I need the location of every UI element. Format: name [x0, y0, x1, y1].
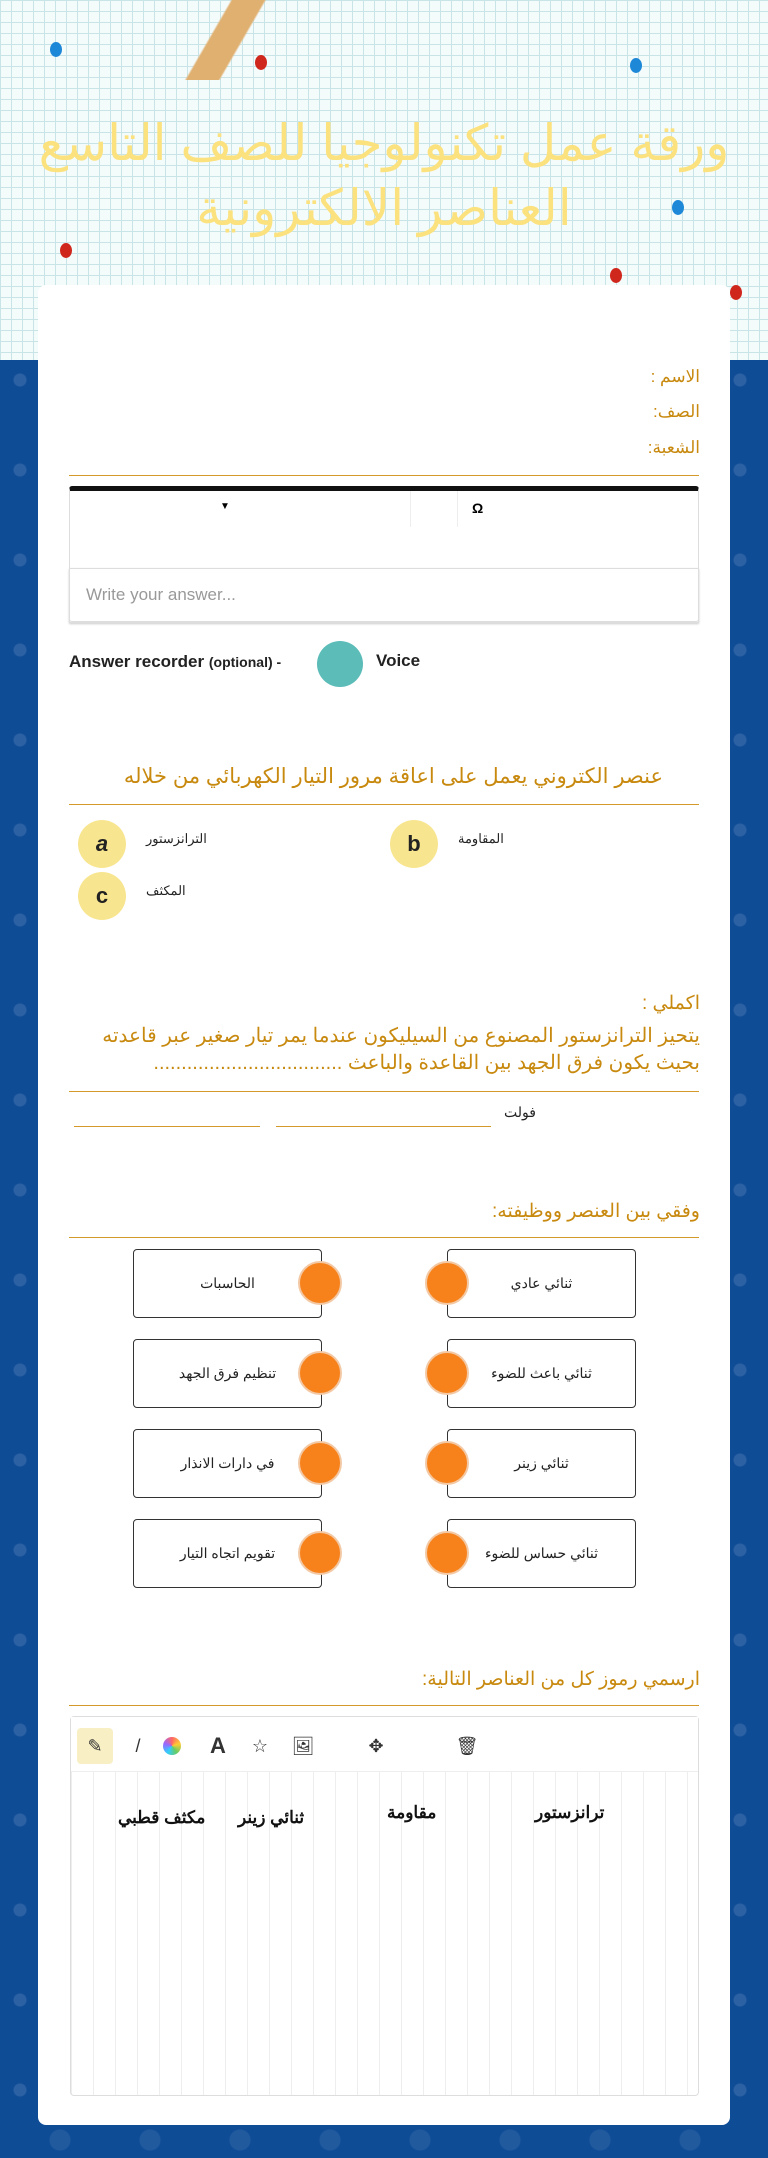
q2-line1: يتحيز الترانزستور المصنوع من السيليكون عندما يمر تيار صغير عبر قاعدته [102, 1025, 700, 1047]
divider [69, 1091, 699, 1092]
class-label: الصف: [653, 402, 700, 421]
symbol-label: مكثف قطبي [118, 1808, 206, 1827]
page-title: ورقة عمل تكنولوجيا للصف التاسع [38, 115, 730, 171]
blank-input[interactable] [276, 1126, 491, 1127]
text-tool-icon[interactable]: A [210, 1733, 226, 1758]
decor-dot [610, 268, 622, 283]
match-right-item[interactable]: ثنائي زينر [447, 1429, 636, 1498]
pencil-icon[interactable]: ✎ [77, 1728, 113, 1764]
section-label: الشعبة: [647, 438, 700, 457]
decor-dot [60, 243, 72, 258]
decor-dot [50, 42, 62, 57]
match-left-item[interactable]: في دارات الانذار [133, 1429, 322, 1498]
match-left-item[interactable]: الحاسبات [133, 1249, 322, 1318]
option-c[interactable]: c [78, 872, 126, 920]
voice-label: Voice [376, 651, 421, 670]
match-right-item[interactable]: ثنائي باعث للضوء [447, 1339, 636, 1408]
option-b-label[interactable]: المقاومة [458, 831, 504, 846]
match-connector-dot[interactable] [298, 1441, 342, 1485]
match-left-item[interactable]: تقويم اتجاه التيار [133, 1519, 322, 1588]
match-right-item[interactable]: ثنائي عادي [447, 1249, 636, 1318]
q2-line2: بحيث يكون فرق الجهد بين القاعدة والباعث .................................. [153, 1052, 700, 1074]
unit-label: فولت [504, 1104, 536, 1120]
record-button[interactable] [317, 641, 363, 687]
q1-question: عنصر الكتروني يعمل على اعاقة مرور التيار الكهربائي من خلاله [123, 765, 663, 788]
symbol-label: ترانزستور [535, 1803, 605, 1822]
match-connector-dot[interactable] [298, 1351, 342, 1395]
q2-heading: اكملي : [642, 993, 700, 1014]
special-char-button[interactable]: Ω [472, 500, 484, 516]
divider [69, 1237, 699, 1238]
trash-icon[interactable]: 🗑 [455, 1735, 479, 1756]
font-dropdown-caret-icon[interactable]: ▼ [220, 501, 230, 512]
match-connector-dot[interactable] [298, 1261, 342, 1305]
q4-question: ارسمي رموز كل من العناصر التالية: [422, 1669, 700, 1690]
option-a-label[interactable]: الترانزستور [146, 831, 207, 846]
star-icon[interactable]: ☆ [251, 1735, 269, 1756]
name-label: الاسم : [650, 367, 700, 386]
color-wheel-icon[interactable] [154, 1728, 190, 1764]
symbol-label: مقاومة [387, 1803, 437, 1822]
page-subtitle: العناصر الالكترونية [196, 180, 572, 236]
match-connector-dot[interactable] [425, 1441, 469, 1485]
decor-dot [730, 285, 742, 300]
q3-question: وفقي بين العنصر ووظيفته: [492, 1201, 700, 1222]
divider [69, 475, 699, 476]
divider [69, 1705, 699, 1706]
option-b[interactable]: b [390, 820, 438, 868]
match-connector-dot[interactable] [298, 1531, 342, 1575]
match-connector-dot[interactable] [425, 1261, 469, 1305]
blank-input[interactable] [74, 1126, 260, 1127]
answer-recorder-label: Answer recorder (optional) - [69, 652, 282, 671]
answer-input[interactable]: Write your answer... [69, 568, 699, 623]
option-c-label[interactable]: المكثف [146, 883, 186, 898]
match-left-item[interactable]: تنظيم فرق الجهد [133, 1339, 322, 1408]
brush-icon[interactable]: / [135, 1735, 141, 1756]
move-icon[interactable]: ✥ [368, 1735, 384, 1756]
image-icon[interactable]: 🖼 [291, 1735, 315, 1756]
divider [69, 804, 699, 805]
drawing-canvas[interactable] [70, 1716, 699, 2096]
match-connector-dot[interactable] [425, 1531, 469, 1575]
ruler-decoration [140, 0, 320, 80]
decor-dot [630, 58, 642, 73]
symbol-label: ثنائي زينر [238, 1808, 305, 1827]
option-a[interactable]: a [78, 820, 126, 868]
match-connector-dot[interactable] [425, 1351, 469, 1395]
match-right-item[interactable]: ثنائي حساس للضوء [447, 1519, 636, 1588]
